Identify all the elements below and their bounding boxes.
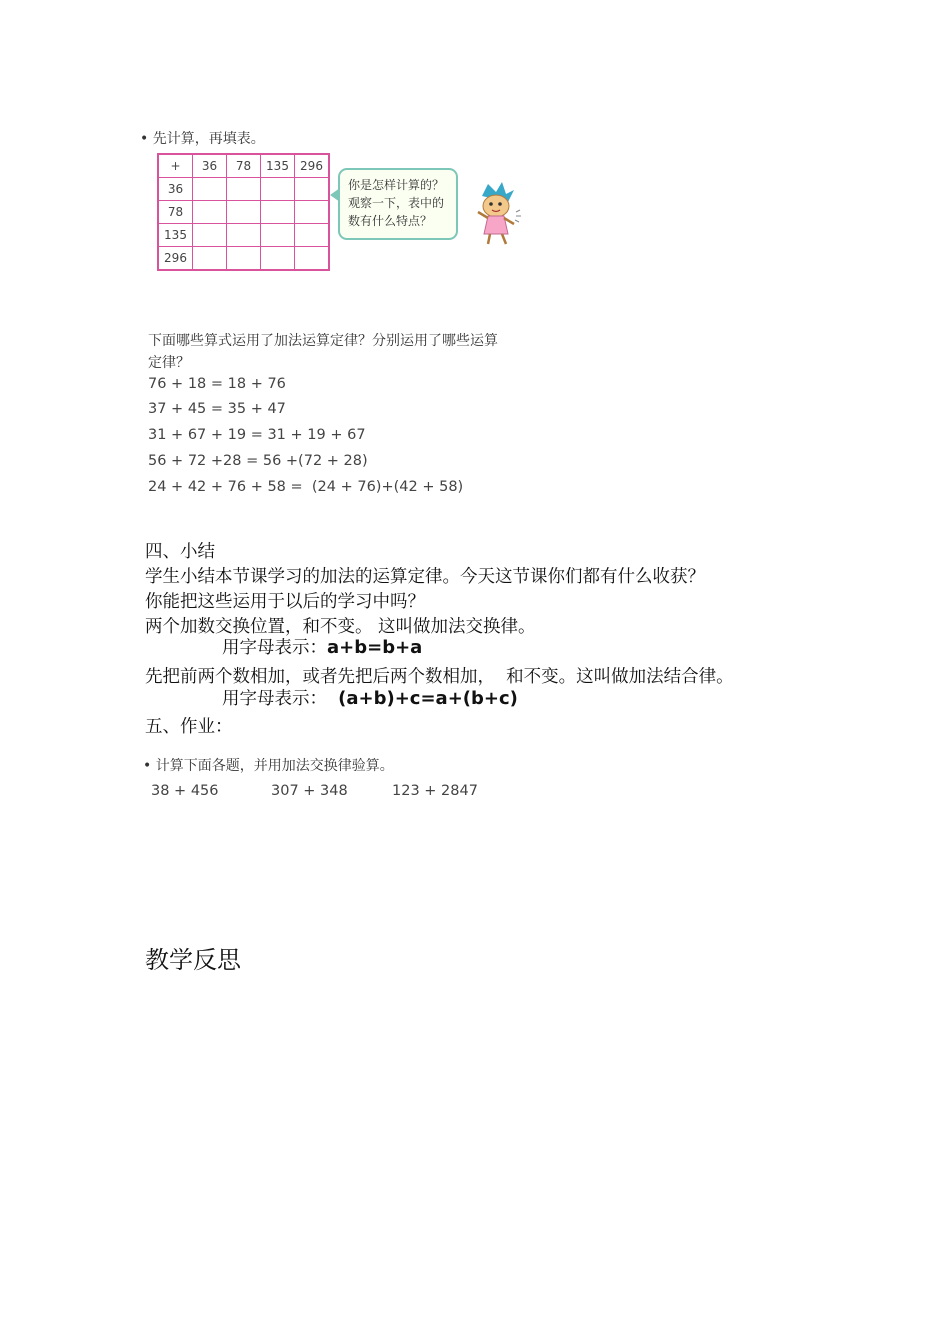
table-cell — [295, 178, 330, 201]
speech-bubble — [338, 168, 458, 240]
bubble-line: 数有什么特点？ — [348, 214, 433, 228]
table-cell — [261, 201, 295, 224]
table-cell — [227, 201, 261, 224]
summary-heading: 四、小结 — [145, 542, 215, 562]
homework-problem: 307 + 348 — [271, 783, 348, 799]
table-cell — [193, 178, 227, 201]
summary-line: 你能把这些运用于以后的学习中吗？ — [145, 592, 425, 612]
table-cell — [227, 178, 261, 201]
equation: 24 + 42 + 76 + 58 = (24 + 76)+(42 + 58) — [148, 479, 464, 495]
table-cell — [295, 224, 330, 247]
question-line: 定律？ — [148, 355, 190, 371]
exercise2-question — [148, 330, 498, 374]
table-cell — [261, 178, 295, 201]
table-cell — [227, 224, 261, 247]
equation: 37 + 45 = 35 + 47 — [148, 401, 286, 417]
associative-formula: (a+b)+c=a+(b+c) — [338, 688, 518, 709]
table-row-header: 78 — [158, 201, 193, 224]
commutative-formula: a+b=b+a — [327, 637, 423, 658]
table-row-header: 135 — [158, 224, 193, 247]
table-col-header: 135 — [261, 154, 295, 178]
table-cell — [227, 247, 261, 271]
table-cell — [295, 247, 330, 271]
homework-problem: 38 + 456 — [151, 783, 219, 799]
homework-heading: 五、作业： — [145, 717, 233, 737]
associative-formula-row — [222, 685, 518, 710]
table-cell — [295, 201, 330, 224]
equation: 31 + 67 + 19 = 31 + 19 + 67 — [148, 427, 366, 443]
table-cell — [261, 224, 295, 247]
table-cell — [193, 224, 227, 247]
table-row-header: 36 — [158, 178, 193, 201]
commutative-formula-row — [222, 634, 422, 659]
homework-problem: 123 + 2847 — [392, 783, 478, 799]
homework-title: • 计算下面各题，并用加法交换律验算。 — [143, 758, 394, 774]
bubble-line: 观察一下，表中的 — [348, 196, 445, 210]
formula-label: 用字母表示： — [222, 638, 327, 658]
table-corner: + — [158, 154, 193, 178]
cartoon-character-illustration — [468, 182, 524, 248]
table-row-header: 296 — [158, 247, 193, 271]
table-cell — [261, 247, 295, 271]
table-col-header: 296 — [295, 154, 330, 178]
table-cell — [193, 201, 227, 224]
formula-label: 用字母表示： — [222, 689, 327, 709]
associative-law-text: 先把前两个数相加，或者先把后两个数相加， 和不变。这叫做加法结合律。 — [145, 667, 734, 687]
commutative-law-text: 两个加数交换位置，和不变。 这叫做加法交换律。 — [145, 617, 536, 637]
summary-line: 学生小结本节课学习的加法的运算定律。今天这节课你们都有什么收获？ — [145, 567, 705, 587]
table-col-header: 36 — [193, 154, 227, 178]
equation: 76 + 18 = 18 + 76 — [148, 376, 286, 392]
reflection-heading: 教学反思 — [145, 946, 241, 974]
question-line: 下面哪些算式运用了加法运算定律？分别运用了哪些运算 — [148, 333, 498, 349]
addition-table — [157, 153, 330, 271]
equation: 56 + 72 +28 = 56 +(72 + 28) — [148, 453, 368, 469]
bubble-line: 你是怎样计算的？ — [348, 178, 445, 192]
table-cell — [193, 247, 227, 271]
exercise1-title: • 先计算，再填表。 — [140, 131, 265, 147]
table-col-header: 78 — [227, 154, 261, 178]
